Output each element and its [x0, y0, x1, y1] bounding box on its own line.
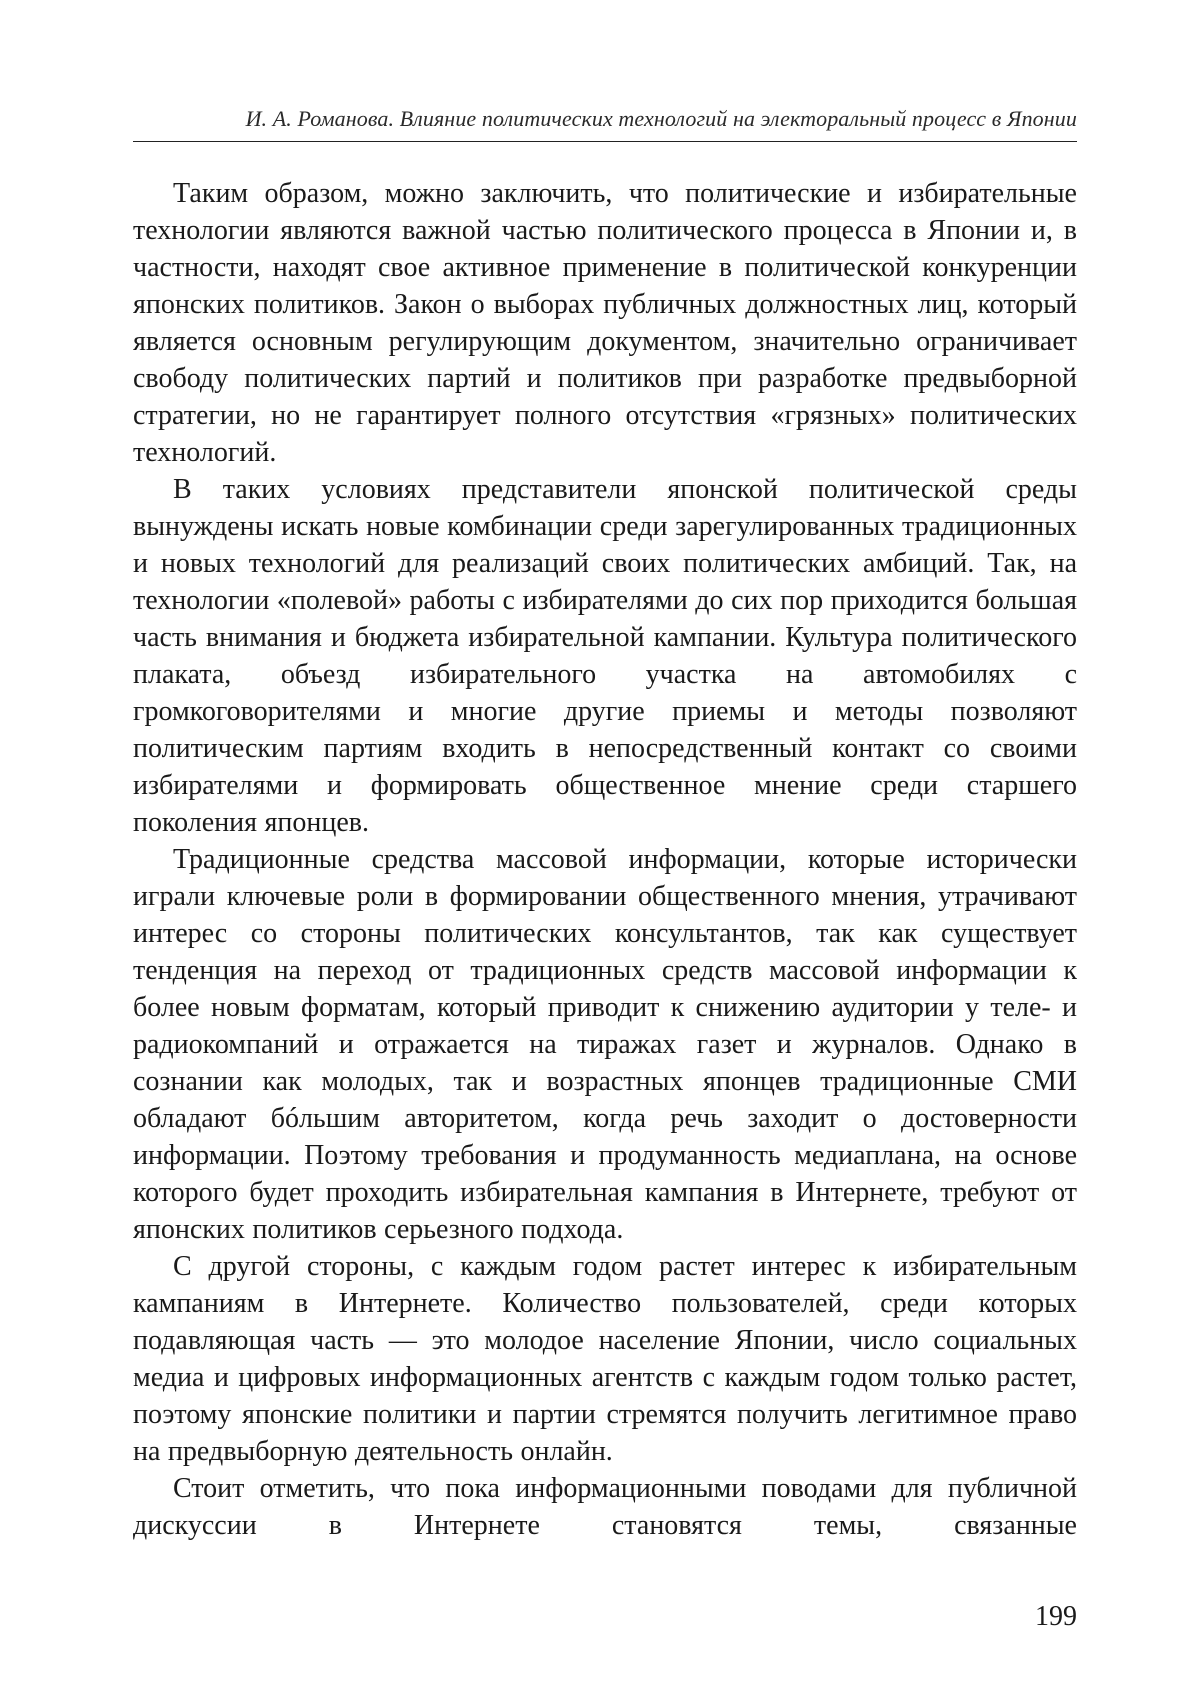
paragraph: Таким образом, можно заключить, что политические и избирательные технологии являются важной частью политического процесса в Японии и, в частности, находят свое активное применение в политической конкуренции японских политиков. Закон о выборах публичных должностных лиц, который является основным регулирующим документом, значительно ограничивает свободу политических партий и политиков при разработке предвыборной стратегии, но не гарантирует полного отсутствия «грязных» политических технологий.	[133, 175, 1077, 471]
header-rule	[133, 141, 1077, 142]
paragraph: Традиционные средства массовой информации, которые исторически играли ключевые роли в формировании общественного мнения, утрачивают интерес со стороны политических консультантов, так как существует тенденция на переход от традиционных средств массовой информации к более новым форматам, который приводит к снижению аудитории у теле- и радиокомпаний и отражается на тиражах газет и журналов. Однако в сознании как молодых, так и возрастных японцев традиционные СМИ обладают бóльшим авторитетом, когда речь заходит о достоверности информации. Поэтому требования и продуманность медиаплана, на основе которого будет проходить избирательная кампания в Интернете, требуют от японских политиков серьезного подхода.	[133, 841, 1077, 1248]
body-text	[133, 175, 1077, 1544]
page-number: 199	[977, 1600, 1077, 1634]
document-page	[0, 0, 1200, 1696]
paragraph: С другой стороны, с каждым годом растет интерес к избирательным кампаниям в Интернете. Количество пользователей, среди которых подавляющая часть — это молодое население Японии, число социальных медиа и цифровых информационных агентств с каждым годом только растет, поэтому японские политики и партии стремятся получить легитимное право на предвыборную деятельность онлайн.	[133, 1248, 1077, 1470]
paragraph-continued: Стоит отметить, что пока информационными поводами для публичной дискуссии в Интернете становятся темы, связанные	[133, 1470, 1077, 1544]
running-header: И. А. Романова. Влияние политических технологий на электоральный процесс в Японии	[133, 104, 1077, 134]
paragraph: В таких условиях представители японской политической среды вынуждены искать новые комбинации среди зарегулированных традиционных и новых технологий для реализаций своих политических амбиций. Так, на технологии «полевой» работы с избирателями до сих пор приходится большая часть внимания и бюджета избирательной кампании. Культура политического плаката, объезд избирательного участка на автомобилях с громкоговорителями и многие другие приемы и методы позволяют политическим партиям входить в непосредственный контакт со своими избирателями и формировать общественное мнение среди старшего поколения японцев.	[133, 471, 1077, 841]
